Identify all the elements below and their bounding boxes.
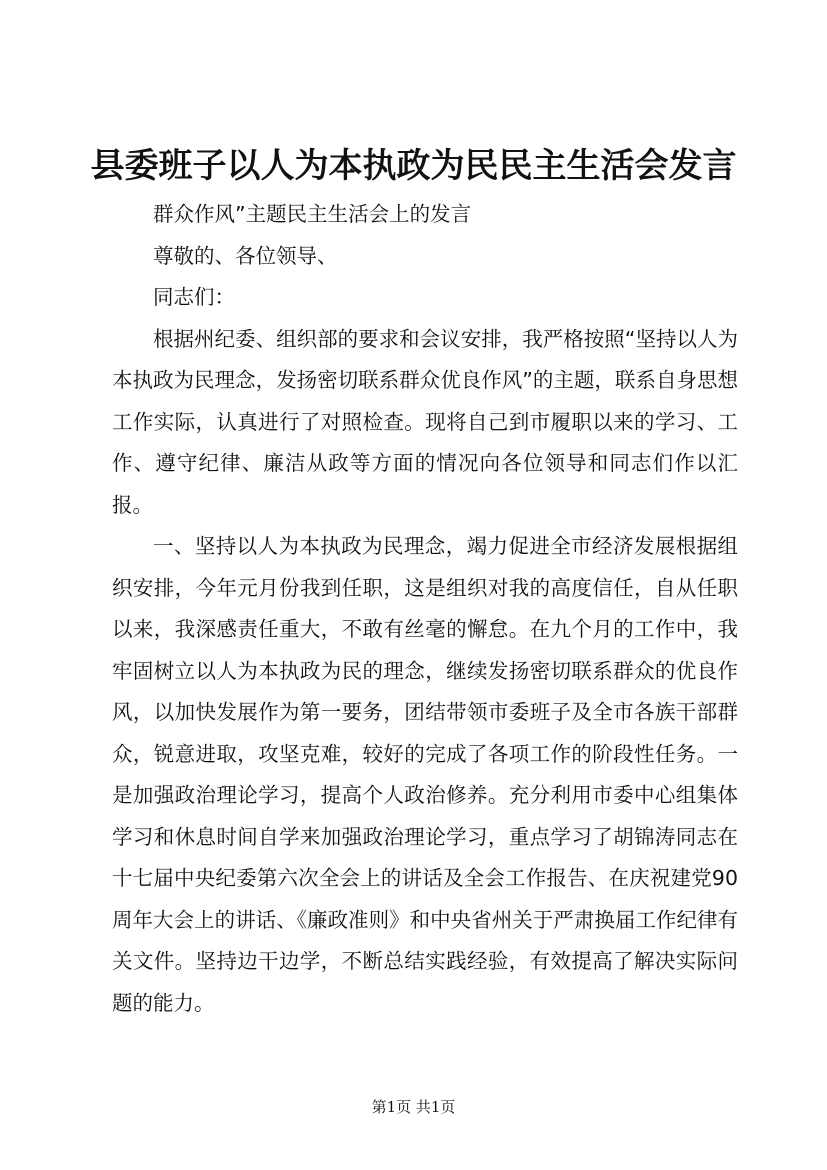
paragraph-addressee: 同志们： bbox=[153, 285, 235, 309]
paragraph-opening: 根据州纪委、组织部的要求和会议安排，我严格按照“坚持以人为本执政为民理念，发扬密切联系群众优良作风”的主题，联系自身思想工作实际，认真进行了对照检查。现将自己到市履职以来的学习、工作、遵守纪律、廉洁从政等方面的情况向各位领导和同志们作以汇报。 bbox=[112, 326, 738, 517]
document-title: 县委班子以人为本执政为民民主生活会发言 bbox=[90, 146, 737, 186]
paragraph-intro: 群众作风”主题民主生活会上的发言 bbox=[153, 202, 472, 226]
document-body bbox=[112, 194, 738, 1024]
paragraph-section-one: 一、坚持以人为本执政为民理念，竭力促进全市经济发展根据组织安排，今年元月份我到任职，这是组织对我的高度信任，自从任职以来，我深感责任重大，不敢有丝毫的懈怠。在九个月的工作中，我牢固树立以人为本执政为民的理念，继续发扬密切联系群众的优良作风，以加快发展作为第一要务，团结带领市委班子及全市各族干部群众，锐意进取，攻坚克难，较好的完成了各项工作的阶段性任务。一是加强政治理论学习，提高个人政治修养。充分利用市委中心组集体学习和休息时间自学来加强政治理论学习，重点学习了胡锦涛同志在十七届中央纪委第六次全会上的讲话及全会工作报告、在庆祝建党90周年大会上的讲话、《廉政准则》和中央省州关于严肃换届工作纪律有关文件。坚持边干边学，不断总结实践经验，有效提高了解决实际问题的能力。 bbox=[112, 534, 738, 1015]
paragraph-salutation: 尊敬的、各位领导、 bbox=[153, 243, 338, 268]
page-footer: 第1页 共1页 bbox=[371, 1098, 456, 1116]
